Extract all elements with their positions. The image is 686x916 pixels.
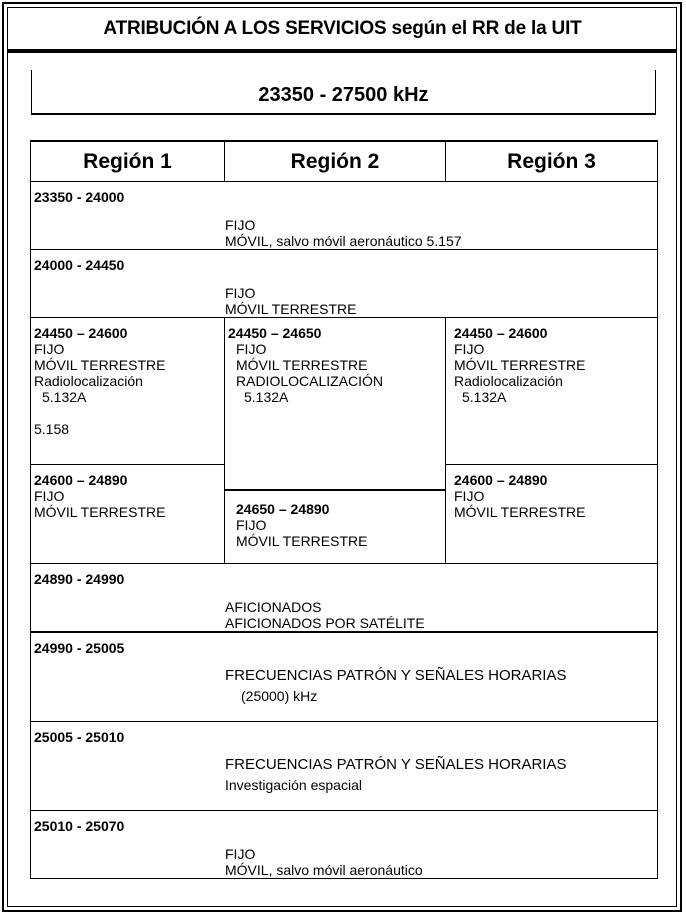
table-row bbox=[31, 811, 658, 879]
frequency-range: 24650 – 24890 bbox=[236, 501, 330, 517]
service-line: MÓVIL, salvo móvil aeronáutico bbox=[225, 862, 423, 878]
allocation-cell bbox=[31, 250, 658, 318]
service-line: RADIOLOCALIZACIÓN bbox=[236, 373, 384, 389]
service-line: Investigación espacial bbox=[225, 777, 362, 793]
allocation-table bbox=[30, 140, 658, 879]
service-line: MÓVIL TERRESTRE bbox=[225, 301, 357, 317]
service-line: FIJO bbox=[225, 217, 256, 233]
frequency-range: 25005 - 25010 bbox=[34, 729, 125, 745]
table-row bbox=[31, 318, 658, 465]
region-1-cell bbox=[31, 465, 225, 564]
allocation-cell bbox=[31, 564, 658, 633]
region-2-sub-a bbox=[225, 318, 445, 491]
service-line: MÓVIL TERRESTRE bbox=[34, 504, 166, 520]
table-row bbox=[31, 182, 658, 250]
region-2-cell bbox=[225, 318, 446, 564]
column-header-region-1: Región 1 bbox=[31, 141, 225, 182]
column-header-region-3: Región 3 bbox=[446, 141, 658, 182]
footnote-ref: 5.132A bbox=[244, 389, 289, 405]
table-row bbox=[31, 722, 658, 811]
service-line: FIJO bbox=[454, 488, 485, 504]
frequency-range: 25010 - 25070 bbox=[34, 818, 125, 834]
frequency-range: 24450 – 24600 bbox=[34, 325, 128, 341]
service-line: MÓVIL TERRESTRE bbox=[454, 504, 586, 520]
footnote-ref: 5.132A bbox=[42, 389, 87, 405]
region-1-cell bbox=[31, 318, 225, 465]
service-line: FRECUENCIAS PATRÓN Y SEÑALES HORARIAS bbox=[225, 756, 567, 773]
header-row bbox=[31, 141, 658, 182]
service-line: Radiolocalización bbox=[454, 373, 563, 389]
service-line: FIJO bbox=[454, 341, 485, 357]
footnote-ref: 5.158 bbox=[34, 421, 70, 437]
header-divider bbox=[8, 49, 677, 53]
column-header-region-2: Región 2 bbox=[225, 141, 446, 182]
service-line: MÓVIL TERRESTRE bbox=[34, 357, 166, 373]
service-line: FRECUENCIAS PATRÓN Y SEÑALES HORARIAS bbox=[225, 667, 567, 684]
region-2-sub-b bbox=[225, 491, 445, 549]
table-row bbox=[31, 632, 658, 722]
frequency-range: 23350 - 24000 bbox=[34, 189, 125, 205]
frequency-range: 24990 - 25005 bbox=[34, 640, 125, 656]
footnote-ref: 5.132A bbox=[462, 389, 507, 405]
service-line: FIJO bbox=[236, 517, 267, 533]
frequency-range: 24000 - 24450 bbox=[34, 257, 125, 273]
region-3-cell bbox=[446, 465, 658, 564]
frequency-range: 24450 – 24650 bbox=[228, 325, 322, 341]
service-line: AFICIONADOS POR SATÉLITE bbox=[225, 615, 425, 631]
allocation-cell bbox=[31, 632, 658, 722]
service-line: AFICIONADOS bbox=[225, 599, 322, 615]
table-row bbox=[31, 250, 658, 318]
frequency-range: 24600 – 24890 bbox=[454, 472, 548, 488]
service-line: FIJO bbox=[236, 341, 267, 357]
service-line: FIJO bbox=[225, 846, 256, 862]
service-line: MÓVIL, salvo móvil aeronáutico 5.157 bbox=[225, 233, 462, 249]
service-line: MÓVIL TERRESTRE bbox=[236, 357, 368, 373]
band-title: 23350 - 27500 kHz bbox=[258, 84, 429, 106]
service-line: FIJO bbox=[34, 488, 65, 504]
service-line: MÓVIL TERRESTRE bbox=[454, 357, 586, 373]
frequency-range: 24450 – 24600 bbox=[454, 325, 548, 341]
allocation-cell bbox=[31, 182, 658, 250]
service-line: MÓVIL TERRESTRE bbox=[236, 533, 368, 549]
allocation-cell bbox=[31, 722, 658, 811]
frequency-range: 24890 - 24990 bbox=[34, 571, 125, 587]
frequency-range: 24600 – 24890 bbox=[34, 472, 128, 488]
service-line: (25000) kHz bbox=[241, 688, 318, 704]
service-line: FIJO bbox=[225, 285, 256, 301]
table-row bbox=[31, 564, 658, 633]
allocation-cell bbox=[31, 811, 658, 879]
page-title: ATRIBUCIÓN A LOS SERVICIOS según el RR de la UIT bbox=[103, 18, 582, 39]
service-line: FIJO bbox=[34, 341, 65, 357]
region-3-cell bbox=[446, 318, 658, 465]
band-box bbox=[31, 70, 656, 115]
service-line: Radiolocalización bbox=[34, 373, 143, 389]
